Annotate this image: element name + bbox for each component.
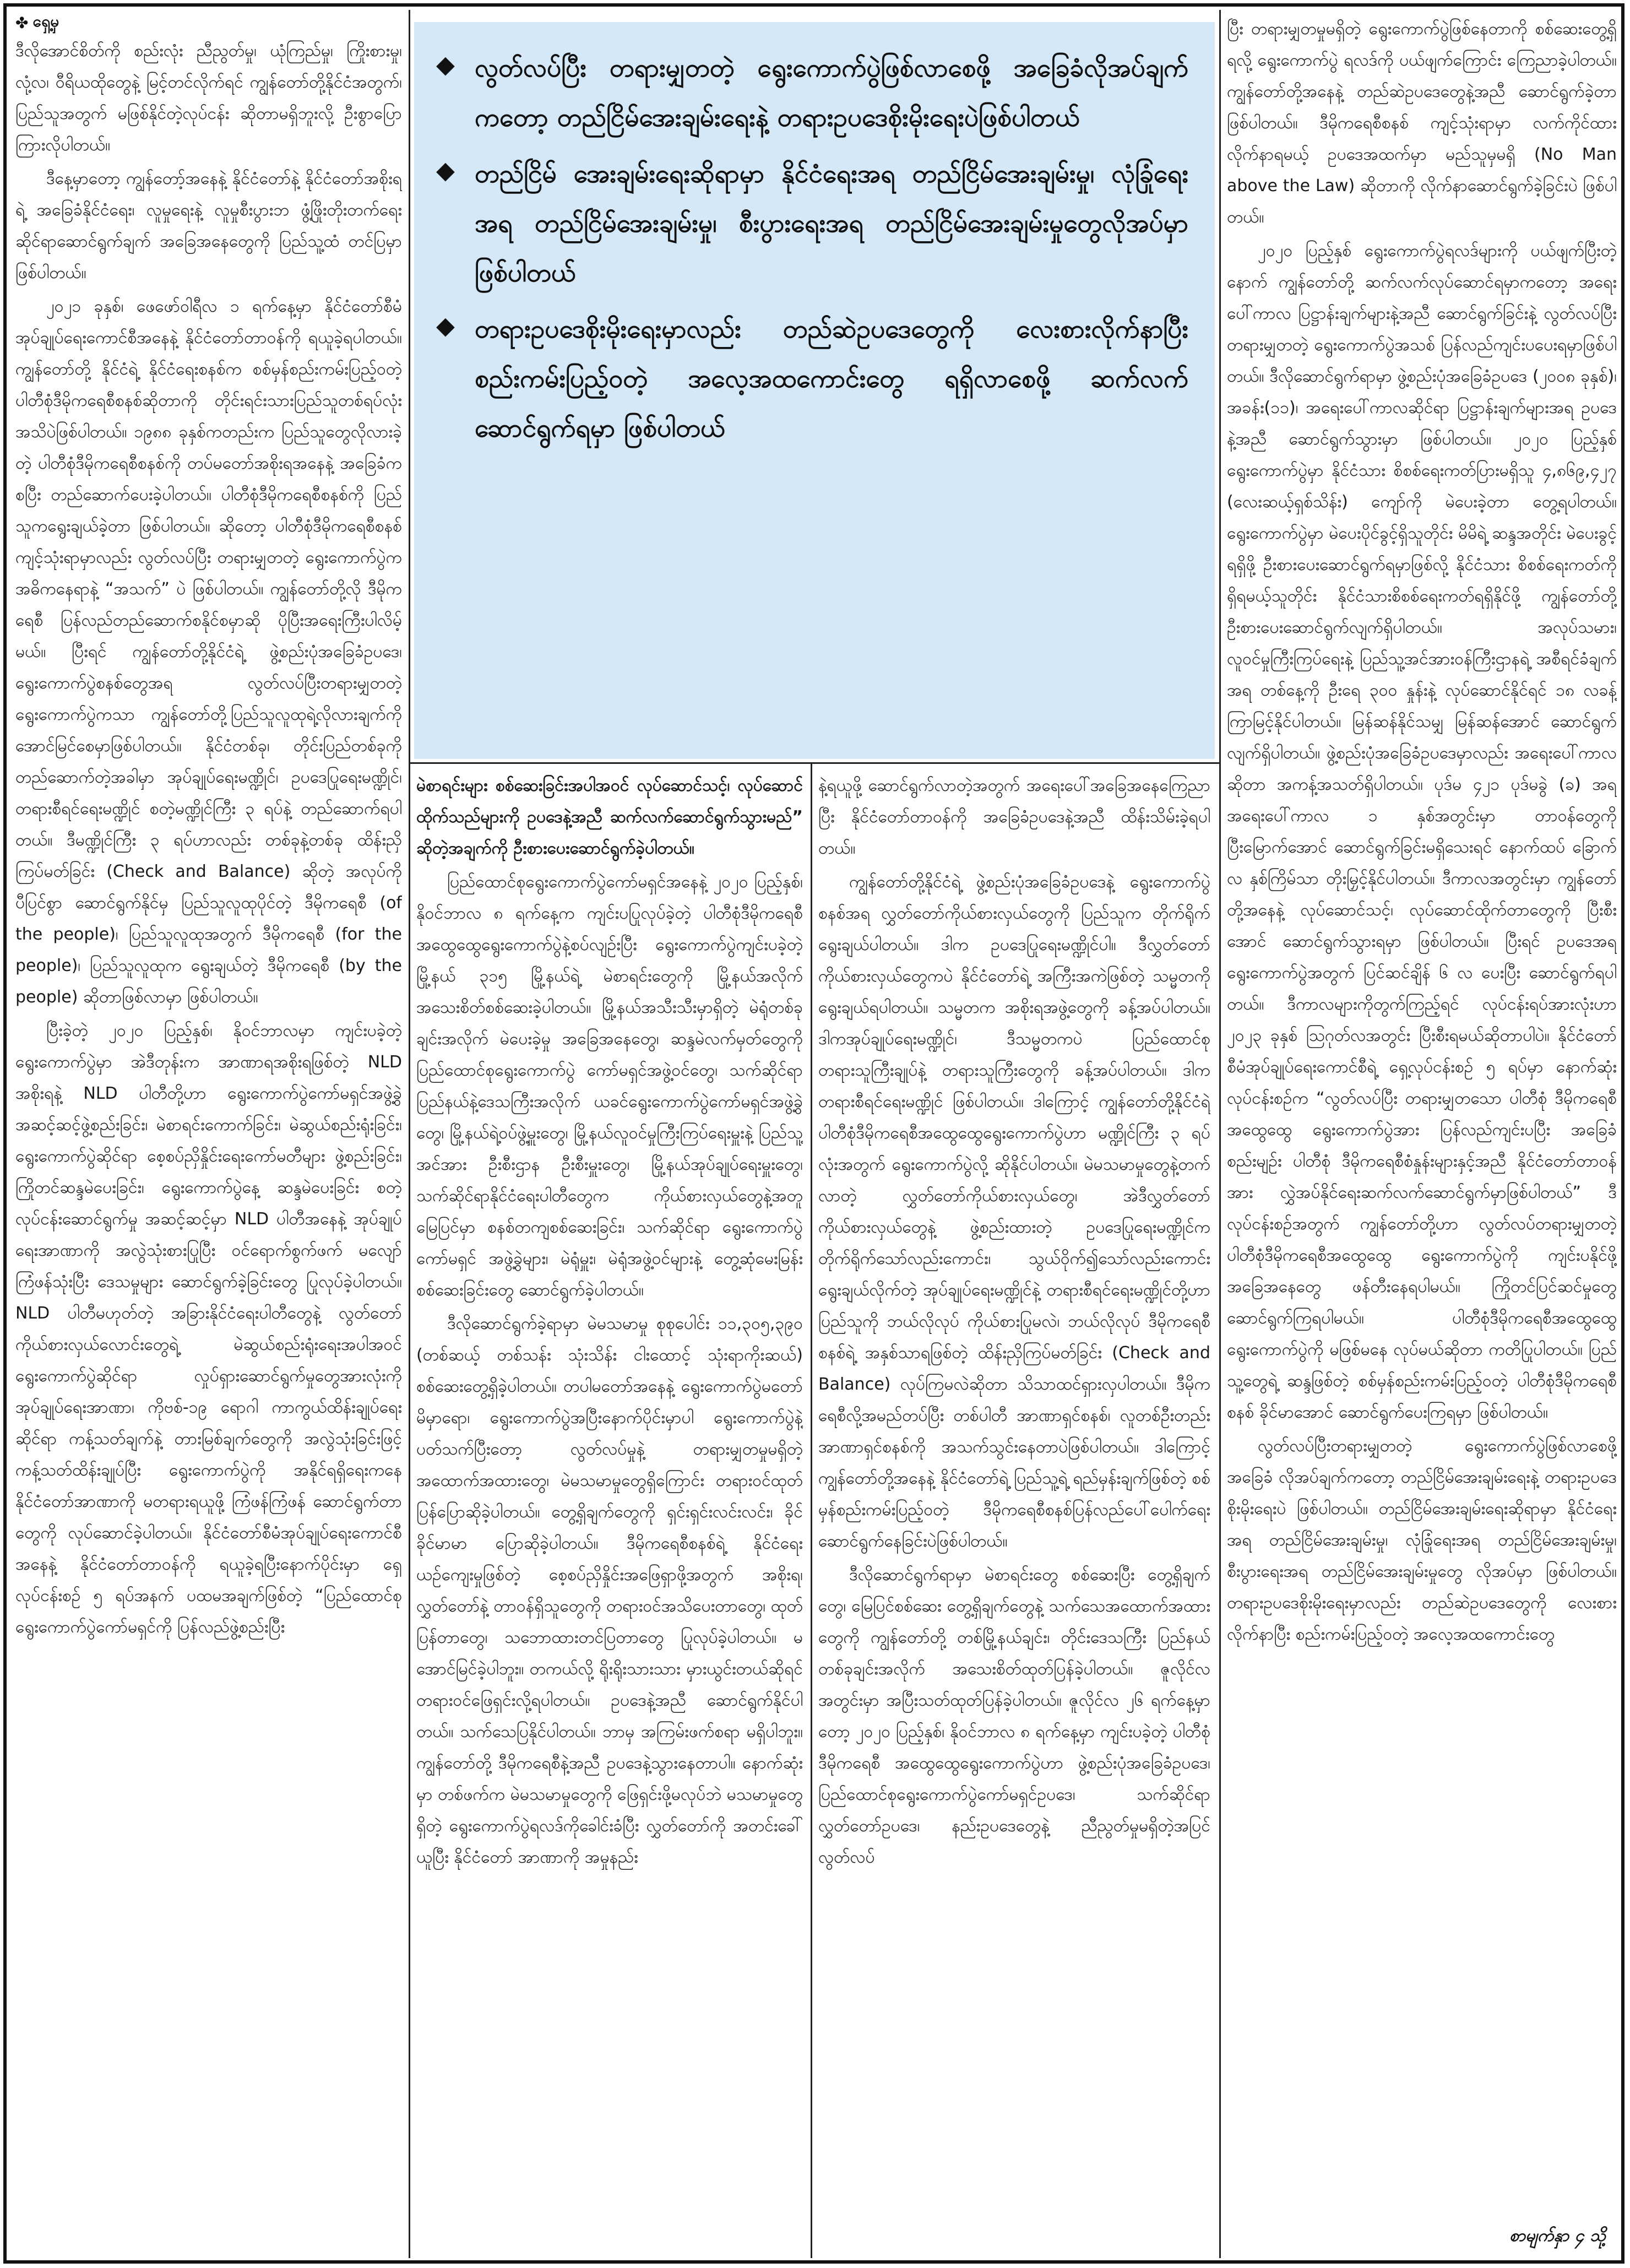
paragraph: ဒီလိုအောင်စိတ်ကို စည်းလုံး ညီညွတ်မှု၊ ယုံကြည်မှု၊ ကြိုးစားမှု၊ လုံ့လ၊ ဝီရိယထိုတွေနဲ့ မြင့်တင်လိုက်ရင် ကျွန်တော်တို့နိုင်ငံအတွက်၊ ပြည်သူအတွက် မဖြစ်နိုင်တဲ့လုပ်ငန်း ဆိုတာမရှိဘူးလို့ ဦးစွာပြောကြားလိုပါတယ်။ [15, 41, 402, 155]
paragraph: ပြီး တရားမျှတမှုမရှိတဲ့ ရွေးကောက်ပွဲဖြစ်နေတာကို စစ်ဆေးတွေ့ရှိရလို့ ရွေးကောက်ပွဲ ရလဒ်ကို ပယ်ဖျက်ကြောင်း ကြေညာခဲ့ပါတယ်။ ကျွန်တော်တို့အနေနဲ့ တည်ဆဲဥပဒေတွေနဲ့အညီ ဆောင်ရွက်ခဲ့တာဖြစ်ပါတယ်။ ဒီမိုကရေစီစနစ် ကျင့်သုံးရာမှာ လက်ကိုင်ထား လိုက်နာရမယ့် ဥပဒေအထက်မှာ မည်သူမှမရှိ (No Man above the Law) ဆိုတာကို လိုက်နာဆောင်ရွက်ခဲ့ခြင်းပဲ ဖြစ်ပါတယ်။ [1227, 19, 1617, 227]
paragraph: လွတ်လပ်ပြီးတရားမျှတတဲ့ ရွေးကောက်ပွဲဖြစ်လာစေဖို့ အခြေခံ လိုအပ်ချက်ကတော့ တည်ငြိမ်အေးချမ်းရေးနဲ့ တရားဥပဒေစိုးမိုးရေးပဲ ဖြစ်ပါတယ်။ တည်ငြိမ်အေးချမ်းရေးဆိုရာမှာ နိုင်ငံရေးအရ တည်ငြိမ်အေးချမ်းမှု၊ လုံခြုံရေးအရ တည်ငြိမ်အေးချမ်းမှု၊ စီးပွားရေးအရ တည်ငြိမ်အေးချမ်းမှုတွေ လိုအပ်မှာ ဖြစ်ပါတယ်။ တရားဥပဒေစိုးမိုးရေးမှာလည်း တည်ဆဲဥပဒေတွေကို လေးစားလိုက်နာပြီး စည်းကမ်းပြည့်ဝတဲ့ အလေ့အထကောင်းတွေ [1227, 1436, 1617, 1644]
continued-from-marker [15, 11, 59, 34]
diamond-bullet-icon: ◆ [436, 51, 455, 79]
paragraph: ၂၀၂၀ ပြည့်နှစ် ရွေးကောက်ပွဲရလဒ်များကို ပယ်ဖျက်ပြီးတဲ့နောက် ကျွန်တော်တို့ ဆက်လက်လုပ်ဆောင်ရမှာကတော့ အရေးပေါ်ကာလ ပြဋ္ဌာန်းချက်များနဲ့အညီ ဆောင်ရွက်ခြင်းနဲ့ လွတ်လပ်ပြီး တရားမျှတတဲ့ ရွေးကောက်ပွဲအသစ် ပြန်လည်ကျင်းပပေးရမှာဖြစ်ပါတယ်။ ဒီလိုဆောင်ရွက်ရာမှာ ဖွဲ့စည်းပုံအခြေခံဥပဒေ (၂၀၀၈ ခုနှစ်)၊ အခန်း(၁၁)၊ အရေးပေါ်ကာလဆိုင်ရာ ပြဋ္ဌာန်းချက်များအရ ဥပဒေနဲ့အညီ ဆောင်ရွက်သွားမှာ ဖြစ်ပါတယ်။ ၂၀၂၀ ပြည့်နှစ် ရွေးကောက်ပွဲမှာ နိုင်ငံသား စိစစ်ရေးကတ်ပြားမရှိသူ ၄,၈၆၉,၄၂၇ (လေးဆယ့်ရှစ်သိန်း) ကျော်ကို မဲပေးခဲ့တာ တွေ့ရပါတယ်။ ရွေးကောက်ပွဲမှာ မဲပေးပိုင်ခွင့်ရှိသူတိုင်း မိမိရဲ့ ဆန္ဒအတိုင်း မဲပေးခွင့်ရရှိဖို့ ဦးစားပေးဆောင်ရွက်ရမှာဖြစ်လို့ နိုင်ငံသား စိစစ်ရေးကတ်ကို ရှိရမယ့်သူတိုင်း နိုင်ငံသားစိစစ်ရေးကတ်ရရှိနိုင်ဖို့ ကျွန်တော်တို့ ဦးစားပေးဆောင်ရွက်လျက်ရှိပါတယ်။ အလုပ်သမား၊ လူဝင်မှုကြီးကြပ်ရေးနဲ့ ပြည်သူ့အင်အားဝန်ကြီးဌာနရဲ့ အစီရင်ခံချက်အရ တစ်နေ့ကို ဦးရေ ၃၀၀ နှုန်းနဲ့ လုပ်ဆောင်နိုင်ရင် ၁၈ လခန့် ကြာမြင့်နိုင်ပါတယ်။ မြန်ဆန်နိုင်သမျှ မြန်ဆန်အောင် ဆောင်ရွက်လျက်ရှိပါတယ်။ ဖွဲ့စည်းပုံအခြေခံဥပဒေမှာလည်း အရေးပေါ်ကာလဆိုတာ အကန့်အသတ်ရှိပါတယ်။ ပုဒ်မ ၄၂၁ ပုဒ်မခွဲ (ခ) အရ အရေးပေါ်ကာလ ၁ နှစ်အတွင်းမှာ တာဝန်တွေကို ပြီးမြောက်အောင် ဆောင်ရွက်ခြင်းမရှိသေးရင် နောက်ထပ် ခြောက်လ နှစ်ကြိမ်သာ တိုးမြှင့်နိုင်ပါတယ်။ ဒီကာလအတွင်းမှာ ကျွန်တော်တို့အနေနဲ့ လုပ်ဆောင်သင့်၊ လုပ်ဆောင်ထိုက်တာတွေကို ပြီးစီးအောင် ဆောင်ရွက်သွားရမှာ ဖြစ်ပါတယ်။ ပြီးရင် ဥပဒေအရ ရွေးကောက်ပွဲအတွက် ပြင်ဆင်ချိန် ၆ လ ပေးပြီး ဆောင်ရွက်ရပါတယ်။ ဒီကာလများကိုတွက်ကြည့်ရင် လုပ်ငန်းရပ်အားလုံးဟာ ၂၀၂၃ ခုနှစ် သြဂုတ်လအတွင်း ပြီးစီးရမယ်ဆိုတာပါပဲ။ နိုင်ငံတော်စီမံအုပ်ချုပ်ရေးကောင်စီရဲ့ ရှေ့လုပ်ငန်းစဉ် ၅ ရပ်မှာ နောက်ဆုံး လုပ်ငန်းစဉ်က “လွတ်လပ်ပြီး တရားမျှတသော ပါတီစုံ ဒီမိုကရေစီ အထွေထွေ ရွေးကောက်ပွဲအား ပြန်လည်ကျင်းပပြီး အခြေခံစည်းမျဉ်း ပါတီစုံ ဒီမိုကရေစီစံနှုန်းများနှင့်အညီ နိုင်ငံတော်တာဝန်အား လွှဲအပ်နိုင်ရေးဆက်လက်ဆောင်ရွက်မှာဖြစ်ပါတယ်” ဒီလုပ်ငန်းစဉ်အတွက် ကျွန်တော်တို့ဟာ လွတ်လပ်တရားမျှတတဲ့ ပါတီစုံဒီမိုကရေစီအထွေထွေ ရွေးကောက်ပွဲကို ကျင်းပနိုင်ဖို့ အခြေအနေတွေ ဖန်တီးနေရပါမယ်။ ကြိုတင်ပြင်ဆင်မှုတွေ ဆောင်ရွက်ကြရပါမယ်။ ပါတီစုံဒီမိုကရေစီအထွေထွေ ရွေးကောက်ပွဲကို မဖြစ်မနေ လုပ်မယ်ဆိုတာ ကတိပြုပါတယ်။ ပြည်သူ့တွေရဲ့ ဆန္ဒဖြစ်တဲ့ စစ်မှန်စည်းကမ်းပြည့်ဝတဲ့ ပါတီစုံဒီမိုကရေစီစနစ် ခိုင်မာအောင် ဆောင်ရွက်ပေးကြရမှာ ဖြစ်ပါတယ်။ [1227, 241, 1617, 1422]
article-column-4 [1227, 13, 1617, 2222]
callout-text: လွတ်လပ်ပြီး တရားမျှတတဲ့ ရွေးကောက်ပွဲဖြစ်လာစေဖို့ အခြေခံလိုအပ်ချက်ကတော့ တည်ငြိမ်အေးချမ်းရေးနဲ့ တရားဥပဒေစိုးမိုးရေးပဲဖြစ်ပါတယ် [475, 53, 1188, 132]
callout-bottom-rule [409, 762, 1219, 764]
column-divider [811, 762, 812, 2258]
highlight-callout [414, 22, 1215, 759]
continued-on-page-label: စာမျက်နှာ ၄ သို့ [1509, 2226, 1606, 2245]
continued-label: ရှေ့မှ [32, 12, 59, 30]
callout-item [436, 149, 1188, 297]
paragraph: ဒီလိုဆောင်ရွက်ရာမှာ မဲစာရင်းတွေ စစ်ဆေးပြီး တွေ့ရှိချက်တွေ၊ မြေပြင်စစ်ဆေး တွေ့ရှိချက်တွေနဲ့ သက်သေအထောက်အထားတွေကို ကျွန်တော်တို့ တစ်မြို့နယ်ချင်း၊ တိုင်းဒေသကြီး ပြည်နယ်တစ်ခုချင်းအလိုက် အသေးစိတ်ထုတ်ပြန်ခဲ့ပါတယ်။ ဇူလိုင်လအတွင်းမှာ အပြီးသတ်ထုတ်ပြန်ခဲ့ပါတယ်။ ဇူလိုင်လ ၂၆ ရက်နေ့မှာတော့ ၂၀၂၀ ပြည့်နှစ်၊ နိုဝင်ဘာလ ၈ ရက်နေ့မှာ ကျင်းပခဲ့တဲ့ ပါတီစုံဒီမိုကရေစီ အထွေထွေရွေးကောက်ပွဲဟာ ဖွဲ့စည်းပုံအခြေခံဥပဒေ၊ ပြည်ထောင်စုရွေးကောက်ပွဲကော်မရှင်ဥပဒေ၊ သက်ဆိုင်ရာလွှတ်တော်ဥပဒေ၊ နည်းဥပဒေတွေနဲ့ ညီညွတ်မှုမရှိတဲ့အပြင် လွတ်လပ် [818, 1565, 1210, 1867]
column-divider [1219, 10, 1221, 2258]
flower-icon: ✤ [15, 13, 29, 32]
callout-text: တည်ငြိမ် အေးချမ်းရေးဆိုရာမှာ နိုင်ငံရေးအရ တည်ငြိမ်အေးချမ်းမှု၊ လုံခြုံရေးအရ တည်ငြိမ်အေးချမ်းမှု၊ စီးပွားရေးအရ တည်ငြိမ်အေးချမ်းမှုတွေလိုအပ်မှာ ဖြစ်ပါတယ် [475, 159, 1188, 287]
paragraph: ပြီးခဲ့တဲ့ ၂၀၂၀ ပြည့်နှစ်၊ နိုဝင်ဘာလမှာ ကျင်းပခဲ့တဲ့ရွေးကောက်ပွဲမှာ အဲဒီတုန်းက အာဏာရအစိုးရဖြစ်တဲ့ NLD အစိုးရနဲ့ NLD ပါတီတို့ဟာ ရွေးကောက်ပွဲကော်မရှင်အဖွဲ့ခွဲ အဆင့်ဆင့်ဖွဲ့စည်းခြင်း၊ မဲစာရင်းကောက်ခြင်း၊ မဲဆွယ်စည်းရုံးခြင်း၊ ရွေးကောက်ပွဲဆိုင်ရာ စေ့စပ်ညှိနှိုင်းရေးကော်မတီများ ဖွဲ့စည်းခြင်း၊ ကြိုတင်ဆန္ဒမဲပေးခြင်း၊ ရွေးကောက်ပွဲနေ့ ဆန္ဒမဲပေးခြင်း စတဲ့လုပ်ငန်းဆောင်ရွက်မှု အဆင့်ဆင့်မှာ NLD ပါတီအနေနဲ့ အုပ်ချုပ်ရေးအာဏာကို အလွဲသုံးစားပြုပြီး ဝင်ရောက်စွက်ဖက် မလျော်ကြံဖန်သုံးပြီး ဒေသမှုများ ဆောင်ရွက်ခဲ့ခြင်းတွေ ပြုလုပ်ခဲ့ပါတယ်။ NLD ပါတီမဟုတ်တဲ့ အခြားနိုင်ငံရေးပါတီတွေနဲ့ လွတ်တော်ကိုယ်စားလှယ်လောင်းတွေရဲ့ မဲဆွယ်စည်းရုံးရေးအပါအဝင် ရွေးကောက်ပွဲဆိုင်ရာ လှုပ်ရှားဆောင်ရွက်မှုတွေအားလုံးကို အုပ်ချုပ်ရေးအာဏာ၊ ကိုဗစ်-၁၉ ရောဂါ ကာကွယ်ထိန်းချုပ်ရေးဆိုင်ရာ ကန့်သတ်ချက်နဲ့ တားမြစ်ချက်တွေကို အလွဲသုံးခြင်းဖြင့် ကန့်သတ်ထိန်းချုပ်ပြီး ရွေးကောက်ပွဲကို အနိုင်ရရှိရေးကနေ နိုင်ငံတော်အာဏာကို မတရားရယူဖို့ ကြံဖန်ကြံဖန် ဆောင်ရွက်တာတွေကို လုပ်ဆောင်ခဲ့ပါတယ်။ နိုင်ငံတော်စီမံအုပ်ချုပ်ရေးကောင်စီအနေနဲ့ နိုင်ငံတော်တာဝန်ကို ရယူခဲ့ရပြီးနောက်ပိုင်းမှာ ရှေ့လုပ်ငန်းစဉ် ၅ ရပ်အနက် ပထမအချက်ဖြစ်တဲ့ “ပြည်ထောင်စုရွေးကောက်ပွဲကော်မရှင်ကို ပြန်လည်ဖွဲ့စည်းပြီး [15, 1021, 402, 1637]
paragraph: ၂၀၂၁ ခုနှစ်၊ ဖေဖော်ဝါရီလ ၁ ရက်နေ့မှာ နိုင်ငံတော်စီမံအုပ်ချုပ်ရေးကောင်စီအနေနဲ့ နိုင်ငံတော်တာဝန်ကို ရယူခဲ့ရပါတယ်။ ကျွန်တော်တို့ နိုင်ငံရဲ့ နိုင်ငံရေးစနစ်က စစ်မှန်စည်းကမ်းပြည့်ဝတဲ့ ပါတီစုံဒီမိုကရေစီစနစ်ဆိုတာကို တိုင်းရင်းသားပြည်သူတစ်ရပ်လုံး အသိပဲဖြစ်ပါတယ်။ ၁၉၈၈ ခုနှစ်ကတည်းက ပြည်သူတွေလိုလားခဲ့တဲ့ ပါတီစုံဒီမိုကရေစီစနစ်ကို တပ်မတော်အစိုးရအနေနဲ့ အခြေခံကစပြီး တည်ဆောက်ပေးခဲ့ပါတယ်။ ပါတီစုံဒီမိုကရေစီစနစ်ကို ပြည်သူကရွေးချယ်ခဲ့တာ ဖြစ်ပါတယ်။ ဆိုတော့ ပါတီစုံဒီမိုကရေစီစနစ် ကျင့်သုံးရာမှာလည်း လွတ်လပ်ပြီး တရားမျှတတဲ့ ရွေးကောက်ပွဲက အဓိကနေရာနဲ့ “အသက်” ပဲ ဖြစ်ပါတယ်။ ကျွန်တော်တို့လို ဒီမိုကရေစီ ပြန်လည်တည်ဆောက်စနိုင်စမှာဆို ပိုပြီးအရေးကြီးပါလိမ့်မယ်။ ပြီးရင် ကျွန်တော်တို့နိုင်ငံရဲ့ ဖွဲ့စည်းပုံအခြေခံဥပဒေ၊ ရွေးကောက်ပွဲစနစ်တွေအရ လွတ်လပ်ပြီးတရားမျှတတဲ့ ရွေးကောက်ပွဲကသာ ကျွန်တော်တို့ပြည်သူလူထုရဲ့လိုလားချက်ကို အောင်မြင်စေမှာဖြစ်ပါတယ်။ နိုင်ငံတစ်ခု၊ တိုင်းပြည်တစ်ခုကို တည်ဆောက်တဲ့အခါမှာ အုပ်ချုပ်ရေးမဏ္ဍိုင်၊ ဥပဒေပြုရေးမဏ္ဍိုင်၊ တရားစီရင်ရေးမဏ္ဍိုင် စတဲ့မဏ္ဍိုင်ကြီး ၃ ရပ်နဲ့ တည်ဆောက်ရပါတယ်။ ဒီမဏ္ဍိုင်ကြီး ၃ ရပ်ဟာလည်း တစ်ခုနဲ့တစ်ခု ထိန်းညှိကြပ်မတ်ခြင်း (Check and Balance) ဆိုတဲ့ အလုပ်ကို ပီပြင်စွာ ဆောင်ရွက်နိုင်မှ ပြည်သူလူထုပိုင်တဲ့ ဒီမိုကရေစီ (of the people)၊ ပြည်သူလူထုအတွက် ဒီမိုကရေစီ (for the people)၊ ပြည်သူလူထုက ရွေးချယ်တဲ့ ဒီမိုကရေစီ (by the people) ဆိုတာဖြစ်လာမှာ ဖြစ်ပါတယ်။ [15, 297, 402, 1007]
paragraph: ဒီနေ့မှာတော့ ကျွန်တော့်အနေနဲ့ နိုင်ငံတော်နဲ့ နိုင်ငံတော်အစိုးရရဲ့ အခြေခံနိုင်ငံရေး၊ လူမှုရေးနဲ့ လူမှုစီးပွားဘ ဖွံ့ဖြိုးတိုးတက်ရေးဆိုင်ရာဆောင်ရွက်ချက် အခြေအနေတွေကို ပြည်သူ့ထံ တင်ပြမှာဖြစ်ပါတယ်။ [15, 169, 402, 283]
callout-item [436, 304, 1188, 453]
paragraph: ဒီလိုဆောင်ရွက်ခဲ့ရာမှာ မဲမသမာမှု စုစုပေါင်း ၁၁,၃၀၅,၃၉၀ (တစ်ဆယ့် တစ်သန်း သုံးသိန်း ငါးထောင့် သုံးရာကိုးဆယ်) စစ်ဆေးတွေ့ရှိခဲ့ပါတယ်။ တပါမတော်အနေနဲ့ ရွေးကောက်ပွဲမတော်မိမှာရော၊ ရွေးကောက်ပွဲအပြီးနောက်ပိုင်းမှာပါ ရွေးကောက်ပွဲနဲ့ပတ်သက်ပြီးတော့ လွတ်လပ်မှုနဲ့ တရားမျှတမှုမရှိတဲ့ အထောက်အထားတွေ၊ မဲမသမာမှုတွေရှိကြောင်း တရားဝင်ထုတ်ပြန်ပြောဆိုခဲ့ပါတယ်။ တွေ့ရှိချက်တွေကို ရှင်းရှင်းလင်းလင်း၊ ခိုင်ခိုင်မာမာ ပြောဆိုခဲ့ပါတယ်။ ဒီမိုကရေစီစနစ်ရဲ့ နိုင်ငံရေး ယဉ်ကျေးမှုဖြစ်တဲ့ စေ့စပ်ညှိနှိုင်းအဖြေရှာဖို့အတွက် အစိုးရ၊ လွှတ်တော်နဲ့ တာဝန်ရှိသူတွေကို တရားဝင်အသိပေးတာတွေ၊ ထုတ်ပြန်တာတွေ၊ သဘောထားတင်ပြတာတွေ ပြုလုပ်ခဲ့ပါတယ်။ မအောင်မြင်ခဲ့ပါဘူး။ တကယ်လို့ ရိုးရိုးသားသား မှားယွင်းတယ်ဆိုရင် တရားဝင်ဖြေရှင်းလို့ရပါတယ်။ ဥပဒေနဲ့အညီ ဆောင်ရွက်နိုင်ပါတယ်။ သက်သေပြနိုင်ပါတယ်။ ဘာမှ အကြမ်းဖက်စရာ မရှိပါဘူး။ ကျွန်တော်တို့ ဒီမိုကရေစီနဲ့အညီ ဥပဒေနဲ့သွားနေတာပါ။ နောက်ဆုံးမှာ တစ်ဖက်က မဲမသမာမှုတွေကို ဖြေရှင်းဖို့မလုပ်ဘဲ မသမာမှုတွေ ရှိတဲ့ ရွေးကောက်ပွဲရလဒ်ကိုခေါင်းခံပြီး လွှတ်တော်ကို အတင်းခေါ်ယူပြီး နိုင်ငံတော် အာဏာကို အမှုနည်း [416, 1314, 803, 1867]
diamond-bullet-icon: ◆ [436, 156, 455, 185]
article-column-2 [416, 770, 803, 2257]
column-divider [409, 10, 410, 2258]
paragraph: ပြည်ထောင်စုရွေးကောက်ပွဲကော်မရှင်အနေနဲ့ ၂၀၂၀ ပြည့်နှစ်၊ နိုဝင်ဘာလ ၈ ရက်နေ့က ကျင်းပပြုလုပ်ခဲ့တဲ့ ပါတီစုံဒီမိုကရေစီ အထွေထွေရွေးကောက်ပွဲနဲ့စပ်လျဉ်းပြီး ရွေးကောက်ပွဲကျင်းပခဲ့တဲ့ မြို့နယ် ၃၁၅ မြို့နယ်ရဲ့ မဲစာရင်းတွေကို မြို့နယ်အလိုက် အသေးစိတ်စစ်ဆေးခဲ့ပါတယ်။ မြို့နယ်အသီးသီးမှာရှိတဲ့ မဲရုံတစ်ခုချင်းအလိုက် မဲပေးခဲ့မှု အခြေအနေတွေ၊ ဆန္ဒမဲလက်မှတ်တွေကို ပြည်ထောင်စုရွေးကောက်ပွဲ ကော်မရှင်အဖွဲ့ဝင်တွေ၊ သက်ဆိုင်ရာပြည်နယ်နဲ့ဒေသကြီးအလိုက် ယခင်ရွေးကောက်ပွဲကော်မရှင်အဖွဲ့ခွဲတွေ၊ မြို့နယ်ရဲ့ဝပ်ဖွဲ့မှူးတွေ၊ မြို့နယ်လူဝင်မှုကြီးကြပ်ရေးမှူးနဲ့ ပြည်သူ့အင်အား ဦးစီးဌာန ဦးစီးမှူးတွေ၊ မြို့နယ်အုပ်ချုပ်ရေးမှူးတွေ၊ သက်ဆိုင်ရာနိုင်ငံရေးပါတီတွေက ကိုယ်စားလှယ်တွေနဲ့အတူ မြေပြင်မှာ စနစ်တကျစစ်ဆေးခြင်း၊ သက်ဆိုင်ရာ ရွေးကောက်ပွဲကော်မရှင် အဖွဲ့ခွဲများ၊ မဲရုံမှူး၊ မဲရုံအဖွဲ့ဝင်များနဲ့ တွေ့ဆုံမေးမြန်းစစ်ဆေးခြင်းတွေ ဆောင်ရွက်ခဲ့ပါတယ်။ [416, 872, 803, 1300]
paragraph: ကျွန်တော်တို့နိုင်ငံရဲ့ ဖွဲ့စည်းပုံအခြေခံဥပဒေနဲ့ ရွေးကောက်ပွဲစနစ်အရ လွှတ်တော်ကိုယ်စားလှယ်တွေကို ပြည်သူက တိုက်ရိုက်ရွေးချယ်ပါတယ်။ ဒါက ဥပဒေပြုရေးမဏ္ဍိုင်ပါ။ ဒီလွှတ်တော်ကိုယ်စားလှယ်တွေကပဲ နိုင်ငံတော်ရဲ့ အကြီးအကဲဖြစ်တဲ့ သမ္မတကို ရွေးချယ်ရပါတယ်။ သမ္မတက အစိုးရအဖွဲ့တွေကို ခန့်အပ်ပါတယ်။ ဒါကအုပ်ချုပ်ရေးမဏ္ဍိုင်၊ ဒီသမ္မတကပဲ ပြည်ထောင်စုတရားသူကြီးချုပ်နဲ့ တရားသူကြီးတွေကို ခန့်အပ်ပါတယ်။ ဒါကတရားစီရင်ရေးမဏ္ဍိုင် ဖြစ်ပါတယ်။ ဒါကြောင့် ကျွန်တော်တို့နိုင်ငံရဲ့ ပါတီစုံဒီမိုကရေစီအထွေထွေရွေးကောက်ပွဲဟာ မဏ္ဍိုင်ကြီး ၃ ရပ်လုံးအတွက် ရွေးကောက်ပွဲလို့ ဆိုနိုင်ပါတယ်။ မဲမသမာမှုတွေနဲ့တက်လာတဲ့ လွှတ်တော်ကိုယ်စားလှယ်တွေ၊ အဲဒီလွှတ်တော် ကိုယ်စားလှယ်တွေနဲ့ ဖွဲ့စည်းထားတဲ့ ဥပဒေပြုရေးမဏ္ဍိုင်က တိုက်ရိုက်သော်လည်းကောင်း၊ သွယ်ဝိုက်၍သော်လည်းကောင်း ရွေးချယ်လိုက်တဲ့ အုပ်ချုပ်ရေးမဏ္ဍိုင်နဲ့ တရားစီရင်ရေးမဏ္ဍိုင်တို့ဟာ ပြည်သူကို ဘယ်လိုလုပ် ကိုယ်စားပြုမလဲ၊ ဘယ်လိုလုပ် ဒီမိုကရေစီစနစ်ရဲ့ အနှစ်သာရဖြစ်တဲ့ ထိန်းညှိကြပ်မတ်ခြင်း (Check and Balance) လုပ်ကြမလဲဆိုတာ သိသာထင်ရှားလှပါတယ်။ ဒီမိုကရေစီလို့အမည်တပ်ပြီး တစ်ပါတီ အာဏာရှင်စနစ်၊ လူတစ်ဦးတည်း အာဏာရှင်စနစ်ကို အသက်သွင်းနေတာပဲဖြစ်ပါတယ်။ ဒါကြောင့် ကျွန်တော်တို့အနေနဲ့ နိုင်ငံတော်ရဲ့ ပြည်သူ့ရဲ့ ရည်မှန်းချက်ဖြစ်တဲ့ စစ်မှန်စည်းကမ်းပြည့်ဝတဲ့ ဒီမိုကရေစီစနစ်ပြန်လည်ပေါ်ပေါက်ရေး ဆောင်ရွက်နေခြင်းပဲဖြစ်ပါတယ်။ [818, 872, 1210, 1551]
callout-item [436, 43, 1188, 142]
article-column-1 [15, 35, 402, 2255]
paragraph: နဲ့ရယူဖို့ ဆောင်ရွက်လာတဲ့အတွက် အရေးပေါ်အခြေအနေကြေညာပြီး နိုင်ငံတော်တာဝန်ကို အခြေခံဥပဒေနဲ့အညီ ထိန်းသိမ်းခဲ့ရပါတယ်။ [818, 776, 1210, 858]
diamond-bullet-icon: ◆ [436, 312, 455, 340]
paragraph: မဲစာရင်းများ စစ်ဆေးခြင်းအပါအဝင် လုပ်ဆောင်သင့်၊ လုပ်ဆောင်ထိုက်သည်များကို ဥပဒေနဲ့အညီ ဆက်လက်ဆောင်ရွက်သွားမည်” ဆိုတဲ့အချက်ကို ဦးစားပေးဆောင်ရွက်ခဲ့ပါတယ်။ [416, 776, 803, 858]
article-column-3 [818, 770, 1210, 2257]
callout-text: တရားဥပဒေစိုးမိုးရေးမှာလည်း တည်ဆဲဥပဒေတွေကို လေးစားလိုက်နာပြီး စည်းကမ်းပြည့်ဝတဲ့ အလေ့အထကောင်းတွေ ရရှိလာစေဖို့ ဆက်လက်ဆောင်ရွက်ရမှာ ဖြစ်ပါတယ် [475, 314, 1188, 443]
